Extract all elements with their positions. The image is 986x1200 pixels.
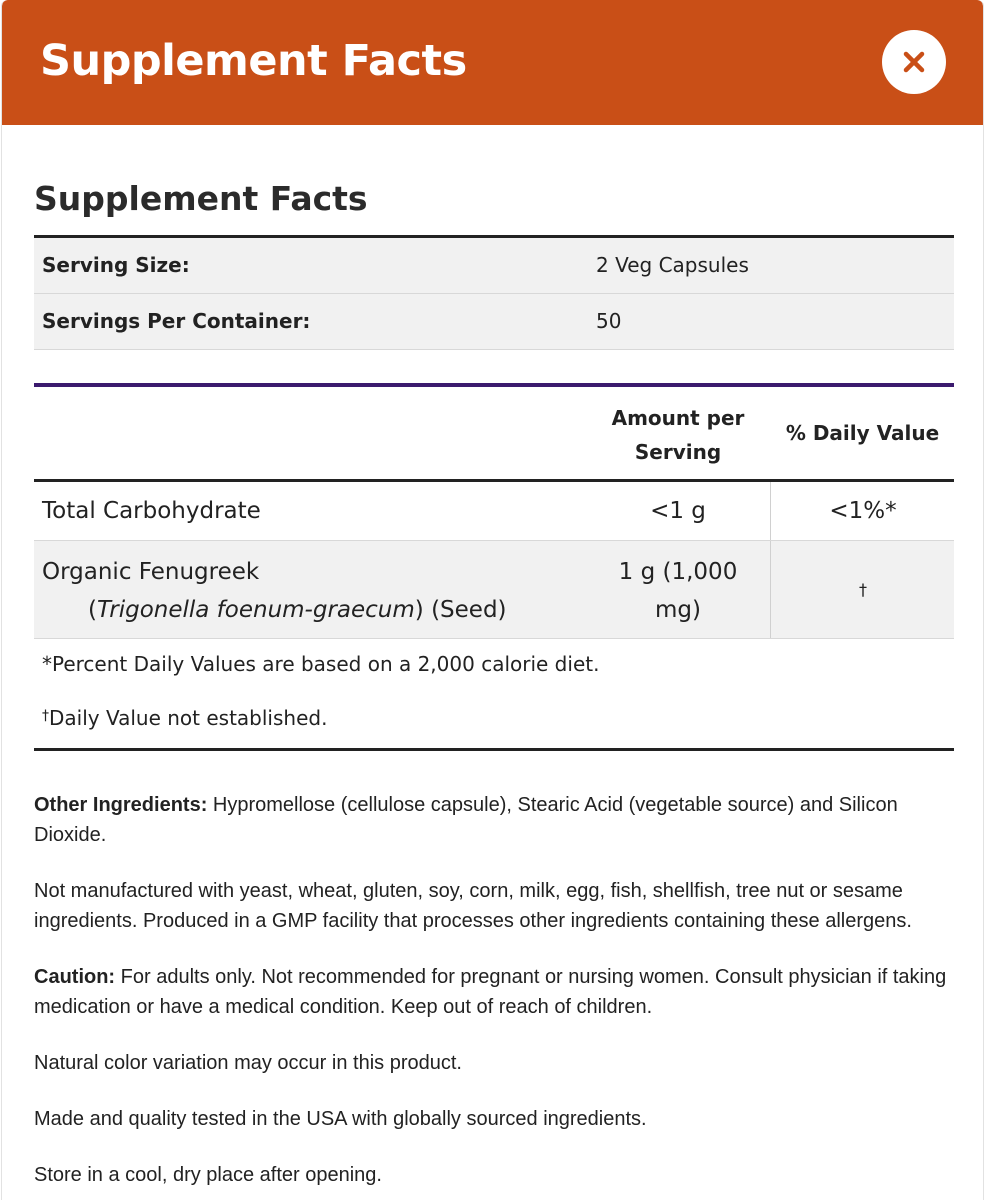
ingredient-daily-value: <1%*: [770, 482, 955, 540]
close-button[interactable]: [882, 30, 946, 94]
ingredient-name: Total Carbohydrate: [42, 498, 261, 524]
servings-per-container-row: [34, 294, 954, 350]
modal-header: [2, 0, 983, 125]
facts-table-header: [34, 387, 954, 482]
product-info: [34, 790, 959, 1200]
caution-text: For adults only. Not recommended for pregnant or nursing women. Consult physician if taking medication or have a medical condition. Keep out of reach of children.: [34, 966, 947, 1018]
allergen-statement: Not manufactured with yeast, wheat, gluten, soy, corn, milk, egg, fish, shellfish, tree nut or sesame ingredients. Produced in a GMP facility that processes other ingredients containing these allergens.: [34, 880, 912, 932]
serving-size-value: 2 Veg Capsules: [596, 253, 749, 277]
footnotes: [34, 640, 954, 751]
dagger-footnote-text: Daily Value not established.: [49, 706, 328, 730]
servings-per-container-value: 50: [596, 309, 622, 333]
table-row: [34, 482, 954, 541]
ingredient-amount: 1 g (1,000 mg): [618, 559, 738, 623]
serving-size-row: [34, 238, 954, 294]
daily-value-header: % Daily Value: [785, 421, 940, 445]
dagger-symbol: †: [42, 708, 49, 724]
amount-per-serving-header: Amount per Serving: [611, 406, 745, 464]
ingredient-name-block: [42, 553, 507, 629]
facts-table: [34, 383, 954, 639]
modal-title: Supplement Facts: [40, 36, 467, 86]
other-ingredients-text: Hypromellose (cellulose capsule), Stearic Acid (vegetable source) and Silicon Dioxide.: [34, 794, 898, 846]
made-in-usa-note: Made and quality tested in the USA with globally sourced ingredients.: [34, 1108, 647, 1130]
table-row: [34, 541, 954, 639]
supplement-facts-modal: [1, 0, 984, 1200]
section-title: Supplement Facts: [34, 179, 368, 218]
serving-table: [34, 235, 954, 350]
serving-size-label: Serving Size:: [42, 253, 190, 277]
botanical-part: ) (Seed): [414, 597, 507, 623]
botanical-latin-name: Trigonella foenum-graecum: [96, 597, 415, 623]
percent-daily-footnote: *Percent Daily Values are based on a 2,000 calorie diet.: [42, 652, 600, 676]
caution-label: Caution:: [34, 966, 116, 988]
servings-per-container-label: Servings Per Container:: [42, 309, 311, 333]
storage-note: Store in a cool, dry place after opening.: [34, 1164, 382, 1186]
ingredient-daily-value: †: [770, 541, 955, 638]
dagger-footnote: [42, 706, 327, 730]
caution-statement: [34, 962, 959, 1022]
close-icon: [901, 49, 927, 75]
color-variation-note: Natural color variation may occur in this product.: [34, 1052, 462, 1074]
ingredient-botanical-name: [42, 591, 507, 629]
other-ingredients: [34, 790, 959, 850]
ingredient-name: Organic Fenugreek: [42, 559, 260, 585]
other-ingredients-label: Other Ingredients:: [34, 794, 208, 816]
ingredient-amount: <1 g: [650, 498, 706, 524]
botanical-open: (: [88, 597, 97, 623]
